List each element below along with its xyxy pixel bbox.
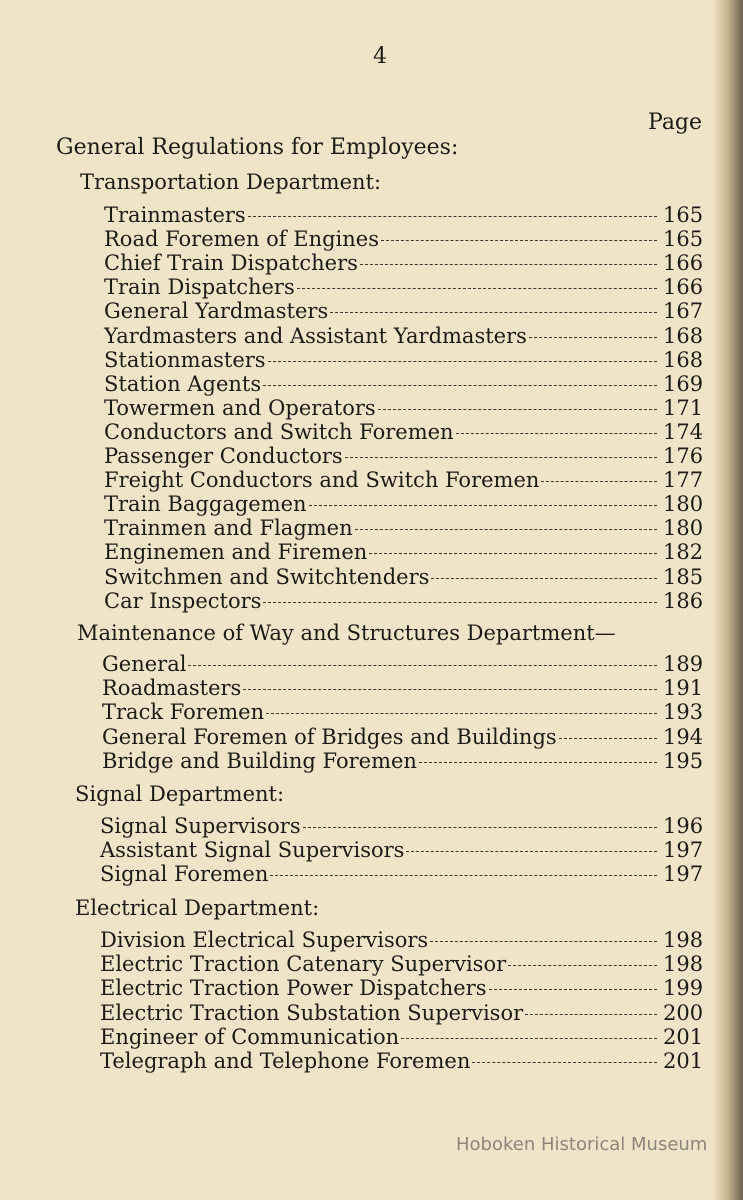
toc-entry-title: Freight Conductors and Switch Foremen [104, 468, 540, 493]
toc-entry-title: General [102, 652, 187, 676]
toc-entry-title: Switchmen and Switchtenders [104, 564, 430, 589]
toc-entry-title: Towermen and Operators [104, 395, 376, 420]
toc-entry [104, 492, 703, 516]
watermark: Hoboken Historical Museum [456, 1134, 708, 1155]
dot-leader [188, 665, 657, 666]
toc-entry-page: 180 [663, 516, 704, 541]
toc-entry [104, 396, 703, 420]
dot-leader [430, 941, 657, 942]
dot-leader [406, 851, 657, 852]
toc-entry-page: 168 [663, 347, 704, 372]
toc-entry-page: 199 [663, 976, 704, 1001]
toc-entry [104, 251, 703, 275]
dot-leader [297, 288, 657, 289]
toc-entry-page: 197 [663, 838, 704, 862]
toc-entry-page: 176 [663, 444, 704, 468]
toc-entry-page: 180 [663, 492, 704, 517]
dot-leader [472, 1062, 657, 1063]
toc-entry [100, 952, 703, 976]
dot-leader [309, 505, 657, 506]
dot-leader [529, 337, 657, 338]
toc-entry-title: Trainmasters [104, 203, 246, 227]
toc-entry-title: Division Electrical Supervisors [100, 928, 429, 952]
toc-entry [104, 589, 703, 613]
page-edge-shadow [713, 0, 743, 1200]
toc-entry-page: 174 [663, 419, 704, 444]
toc-entry [104, 203, 703, 227]
toc-entry [102, 749, 703, 773]
toc-entry [104, 348, 703, 372]
dot-leader [303, 827, 657, 828]
dot-leader [355, 529, 657, 530]
toc-entry-title: Assistant Signal Supervisors [100, 838, 405, 862]
toc-entry-title: Yardmasters and Assistant Yardmasters [104, 323, 527, 348]
toc-entry-page: 167 [663, 299, 704, 324]
toc-entry-title: Roadmasters [102, 676, 242, 701]
toc-entry [104, 372, 703, 396]
toc-title: General Regulations for Employees: [56, 135, 459, 160]
toc-entry-page: 194 [663, 724, 704, 749]
toc-entry [102, 725, 703, 749]
dot-leader [270, 875, 657, 876]
toc-entry-title: Stationmasters [104, 347, 266, 372]
toc-entry-page: 171 [663, 395, 704, 420]
dot-leader [369, 553, 657, 554]
dot-leader [243, 689, 657, 690]
toc-entry-page: 198 [663, 928, 704, 952]
toc-entry-page: 166 [663, 275, 704, 300]
toc-entry-page: 165 [663, 203, 704, 227]
toc-entry-title: Train Baggagemen [104, 492, 307, 517]
toc-entry-page: 182 [663, 540, 704, 565]
toc-entry-page: 193 [663, 700, 704, 725]
dot-leader [360, 264, 657, 265]
dot-leader [345, 457, 657, 458]
dot-leader [525, 1014, 657, 1015]
toc-entry-page: 198 [663, 952, 704, 977]
toc-entry-page: 195 [663, 748, 704, 773]
toc-entry [104, 565, 703, 589]
toc-entry [104, 468, 703, 492]
dot-leader [378, 409, 657, 410]
dot-leader [266, 713, 657, 714]
section-heading: Electrical Department: [75, 896, 320, 920]
dot-leader [248, 216, 657, 217]
toc-entry-title: Train Dispatchers [104, 275, 295, 300]
toc-entry [100, 838, 703, 862]
toc-entry [104, 444, 703, 468]
toc-entry-title: Track Foremen [102, 700, 265, 725]
page-number: 4 [373, 44, 387, 69]
toc-entry-page: 185 [663, 564, 704, 589]
toc-entry [102, 700, 703, 724]
toc-entry-title: Signal Supervisors [100, 814, 301, 838]
dot-leader [431, 578, 657, 579]
toc-entry-page: 196 [663, 814, 704, 838]
toc-entry-page: 197 [663, 862, 704, 886]
dot-leader [456, 433, 657, 434]
toc-entry-title: Road Foremen of Engines [104, 227, 379, 252]
toc-entry [104, 275, 703, 299]
toc-entry [104, 516, 703, 540]
dot-leader [381, 240, 657, 241]
toc-entry [100, 928, 703, 952]
toc-entry-title: Trainmen and Flagmen [104, 516, 353, 541]
toc-entry-title: Signal Foremen [100, 862, 269, 886]
toc-entry-page: 201 [663, 1049, 704, 1073]
toc-entry-title: Electric Traction Catenary Supervisor [100, 952, 507, 977]
toc-entry [102, 676, 703, 700]
toc-entry-title: Conductors and Switch Foremen [104, 419, 454, 444]
toc-entry-page: 191 [663, 676, 704, 701]
dot-leader [263, 602, 657, 603]
toc-entry-title: General Foremen of Bridges and Buildings [102, 724, 557, 749]
section-heading: Signal Department: [75, 782, 285, 806]
toc-entry-page: 169 [663, 371, 704, 396]
toc-entry-title: Bridge and Building Foremen [102, 748, 417, 773]
toc-entry-title: Chief Train Dispatchers [104, 251, 358, 276]
dot-leader [508, 965, 657, 966]
toc-entry-title: Telegraph and Telephone Foremen [100, 1049, 471, 1073]
toc-entry-page: 165 [663, 227, 704, 252]
dot-leader [541, 481, 657, 482]
toc-entry-page: 201 [663, 1024, 704, 1049]
toc-entry-page: 168 [663, 323, 704, 348]
toc-entry-title: Enginemen and Firemen [104, 540, 368, 565]
toc-entry [100, 1049, 703, 1073]
dot-leader [263, 385, 657, 386]
dot-leader [401, 1038, 657, 1039]
toc-entry [104, 420, 703, 444]
toc-entry-title: Passenger Conductors [104, 444, 343, 468]
toc-entry-page: 186 [663, 588, 704, 613]
toc-entry-title: Station Agents [104, 371, 262, 396]
toc-entry [104, 324, 703, 348]
section-heading: Maintenance of Way and Structures Department— [77, 621, 616, 645]
dot-leader [268, 361, 657, 362]
toc-entry [102, 652, 703, 676]
toc-entry-title: Electric Traction Substation Supervisor [100, 1000, 524, 1025]
section-heading: Transportation Department: [80, 170, 382, 194]
toc-entry [104, 227, 703, 251]
toc-entry [100, 862, 703, 886]
toc-entry [100, 814, 703, 838]
toc-entry [104, 540, 703, 564]
toc-entry-title: Engineer of Communication [100, 1024, 400, 1049]
dot-leader [419, 762, 657, 763]
toc-entry-page: 177 [663, 468, 704, 493]
toc-entry-title: Car Inspectors [104, 588, 262, 613]
dot-leader [489, 989, 658, 990]
dot-leader [559, 738, 657, 739]
toc-entry-title: General Yardmasters [104, 299, 329, 324]
toc-entry-page: 189 [663, 652, 704, 676]
toc-entry [104, 299, 703, 323]
dot-leader [330, 312, 657, 313]
toc-entry [100, 1001, 703, 1025]
toc-entry [100, 1025, 703, 1049]
page-column-label: Page [648, 110, 703, 135]
toc-entry [100, 976, 703, 1000]
toc-entry-page: 200 [663, 1000, 704, 1025]
toc-entry-title: Electric Traction Power Dispatchers [100, 976, 487, 1001]
toc-entry-page: 166 [663, 251, 704, 276]
